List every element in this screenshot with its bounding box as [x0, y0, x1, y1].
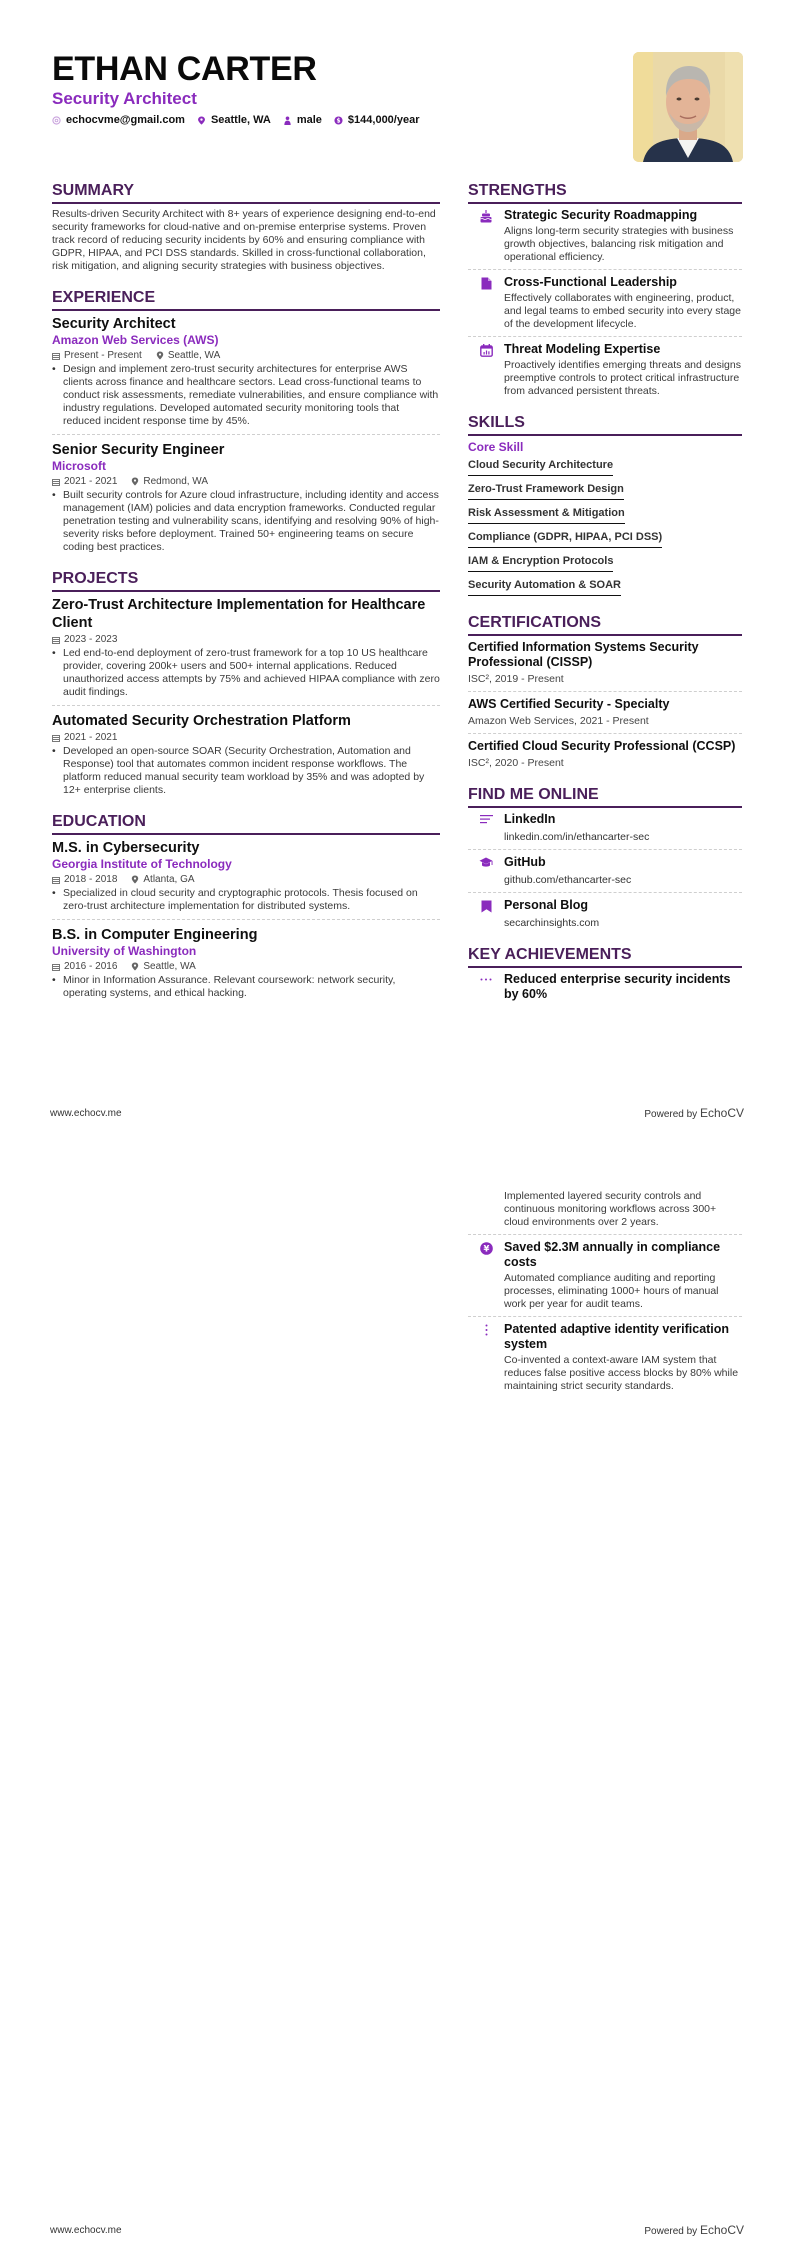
lines-icon: [480, 814, 493, 824]
education-meta: [52, 873, 440, 886]
svg-text:$: $: [336, 118, 341, 125]
skill-tag: Compliance (GDPR, HIPAA, PCI DSS): [468, 527, 662, 548]
certification-title: Certified Information Systems Security Professional (CISSP): [468, 640, 699, 669]
skill-tag: IAM & Encryption Protocols: [468, 551, 613, 572]
contact-email[interactable]: [52, 114, 185, 126]
online-link-url[interactable]: secarchinsights.com: [504, 917, 600, 929]
calendar-icon: [52, 963, 60, 971]
certification-item: [468, 739, 742, 775]
person-icon: [283, 116, 292, 125]
portrait-illustration: [633, 52, 743, 162]
job-meta: [52, 475, 440, 488]
certification-item: [468, 697, 742, 734]
summary-text: Results-driven Security Architect with 8+ years of experience designing end-to-end security frameworks for cloud-native and on-premise enterprise systems. Proven track record of reducing security incidents by 60% and ensuring compliance with GDPR, HIPAA, and PCI DSS standards. Skilled in cross-functional collaboration, risk mitigation, and aligning security strategies with business objectives.: [52, 208, 436, 272]
job-location: Seattle, WA: [167, 350, 221, 361]
projects-section: [52, 569, 440, 803]
project-dates: 2021 - 2021: [64, 732, 118, 743]
achievement-item-continued: [468, 1188, 742, 1235]
dollar-circle-icon: [334, 116, 343, 125]
calendar-icon: [52, 352, 60, 360]
education-location: Seattle, WA: [143, 961, 196, 972]
experience-section: [52, 288, 440, 560]
job-meta: [52, 349, 440, 362]
education-entry: [52, 839, 440, 920]
achievement-item: [468, 972, 742, 1007]
calendar-icon: [52, 478, 60, 486]
skills-subheading: Core Skill: [468, 440, 524, 454]
online-link-item[interactable]: [468, 812, 742, 850]
footer-powered-by: Powered by EchoCV: [644, 1106, 744, 1120]
location-pin-icon: [197, 116, 206, 125]
education-heading: EDUCATION: [52, 812, 440, 835]
strengths-heading: STRENGTHS: [468, 181, 742, 204]
achievement-desc: Implemented layered security controls and continuous monitoring workflows across 300+ cloud environments over 2 years.: [504, 1190, 717, 1228]
ellipsis-icon: [480, 978, 492, 981]
certification-issuer: ISC², 2020 - Present: [468, 757, 564, 769]
right-column-continued: [468, 1188, 742, 1403]
strength-item: [468, 208, 742, 270]
project-description: • Led end-to-end deployment of zero-trust framework for a top 10 US healthcare provider, covering 200k+ users and 500+ internal applications. Reduced unauthorized access attempts by 75% and achieved HIPAA compliance with zero audit findings.: [52, 647, 440, 699]
achievements-heading: KEY ACHIEVEMENTS: [468, 945, 742, 968]
education-description: • Minor in Information Assurance. Relevant coursework: network security, operating systems, and ethical hacking.: [52, 974, 440, 1000]
job-dates: 2021 - 2021: [64, 476, 118, 487]
experience-heading: EXPERIENCE: [52, 288, 440, 311]
degree-title: B.S. in Computer Engineering: [52, 927, 258, 943]
certification-issuer: ISC², 2019 - Present: [468, 673, 564, 685]
project-meta: [52, 633, 440, 646]
project-entry: [52, 712, 440, 803]
certification-title: AWS Certified Security - Specialty: [468, 697, 670, 711]
online-link-item[interactable]: [468, 855, 742, 893]
vertical-ellipsis-icon: [485, 1324, 488, 1336]
education-section: [52, 812, 440, 1006]
company-name: Microsoft: [52, 459, 106, 473]
strength-desc: Aligns long-term security strategies with business growth objectives, balancing risk mitigation and operational efficiency.: [504, 225, 734, 263]
strength-item: [468, 275, 742, 337]
online-section: [468, 785, 742, 935]
cake-icon: [480, 210, 492, 223]
experience-entry: [52, 315, 440, 435]
strength-desc: Effectively collaborates with engineering, product, and legal teams to embed security into every stage of the development lifecycle.: [504, 292, 741, 330]
certification-title: Certified Cloud Security Professional (CCSP): [468, 739, 736, 753]
school-name: Georgia Institute of Technology: [52, 857, 232, 871]
contact-email-text: echocvme@gmail.com: [66, 114, 185, 126]
project-description: • Developed an open-source SOAR (Security Orchestration, Automation and Response) tool that automates common incident response workflows. The platform reduced manual security team workload by 35% and was adopted by 12+ enterprise clients.: [52, 745, 440, 797]
certification-issuer: Amazon Web Services, 2021 - Present: [468, 715, 649, 727]
yen-circle-icon: [480, 1242, 493, 1255]
location-pin-icon: [131, 962, 139, 971]
job-title: Senior Security Engineer: [52, 442, 225, 458]
page-footer: [50, 2223, 744, 2237]
skill-tag: Security Automation & SOAR: [468, 575, 621, 596]
location-pin-icon: [156, 351, 164, 360]
profile-photo: [633, 52, 743, 162]
strength-title: Strategic Security Roadmapping: [504, 208, 698, 222]
education-entry: [52, 926, 440, 1006]
strength-title: Threat Modeling Expertise: [504, 342, 661, 356]
footer-brand[interactable]: EchoCV: [699, 2223, 744, 2237]
online-heading: FIND ME ONLINE: [468, 785, 742, 808]
job-description: • Built security controls for Azure cloud infrastructure, including identity and access management (IAM) policies and data encryption frameworks. Conducted regular penetration testing and vulnerability scans, identifying and resolving 90% of high-severity risks before deployment. Trained 50+ engineering teams on secure coding best practices.: [52, 489, 440, 554]
education-meta: [52, 960, 440, 973]
document-icon: [481, 277, 492, 290]
contact-salary: [334, 114, 420, 126]
contact-gender: [283, 114, 322, 126]
contact-gender-text: male: [296, 114, 322, 126]
skill-tag: Risk Assessment & Mitigation: [468, 503, 625, 524]
strength-title: Cross-Functional Leadership: [504, 275, 677, 289]
footer-website[interactable]: www.echocv.me: [50, 2224, 122, 2236]
skills-list: [468, 455, 742, 599]
footer-website[interactable]: www.echocv.me: [50, 1107, 122, 1119]
right-column: [468, 181, 742, 1012]
job-dates: Present - Present: [64, 350, 142, 361]
achievements-section: [468, 945, 742, 1007]
contact-salary-text: $144,000/year: [347, 114, 420, 126]
job-description: • Design and implement zero-trust security architectures for enterprise AWS clients across finance and healthcare sectors. Lead cross-functional teams to conduct risk assessments, remediate vulnerabilities, and ensure compliance with industry regulations. Developed automated security monitoring tools that reduced incident response time by 45%.: [52, 363, 440, 428]
experience-entry: [52, 441, 440, 560]
at-icon: [52, 116, 61, 125]
project-title: Zero-Trust Architecture Implementation for Healthcare Client: [52, 597, 426, 631]
contact-row: [52, 114, 612, 126]
achievement-title: Patented adaptive identity verification system: [504, 1322, 730, 1351]
online-link-title: LinkedIn: [504, 812, 556, 826]
skills-section: [468, 413, 742, 599]
certification-item: [468, 640, 742, 692]
contact-location: [197, 114, 271, 126]
summary-section: [52, 181, 440, 273]
footer-brand[interactable]: EchoCV: [699, 1106, 744, 1120]
calendar-icon: [52, 876, 60, 884]
svg-text:¥: ¥: [483, 1244, 489, 1255]
summary-heading: SUMMARY: [52, 181, 440, 204]
online-link-title: GitHub: [504, 855, 546, 869]
skill-tag: Zero-Trust Framework Design: [468, 479, 624, 500]
footer-powered-by: Powered by EchoCV: [644, 2223, 744, 2237]
skill-tag: Cloud Security Architecture: [468, 455, 613, 476]
resume-page-2: [0, 1123, 794, 2246]
education-location: Atlanta, GA: [143, 874, 195, 885]
graduation-cap-icon: [479, 857, 493, 868]
online-link-url[interactable]: linkedin.com/in/ethancarter-sec: [504, 831, 650, 843]
projects-heading: PROJECTS: [52, 569, 440, 592]
education-description: • Specialized in cloud security and cryptographic protocols. Thesis focused on zero-trust architecture implementation for distributed systems.: [52, 887, 440, 913]
skills-heading: SKILLS: [468, 413, 742, 436]
project-entry: [52, 596, 440, 706]
left-column: [52, 181, 440, 1012]
strength-item: [468, 342, 742, 403]
achievement-desc: Automated compliance auditing and reporting processes, eliminating 1000+ hours of manual work per year for audit teams.: [504, 1272, 719, 1310]
calendar-icon: [52, 734, 60, 742]
project-title: Automated Security Orchestration Platform: [52, 713, 351, 729]
job-title: Security Architect: [52, 316, 176, 332]
bookmark-icon: [481, 900, 492, 913]
job-location: Redmond, WA: [143, 476, 209, 487]
strength-desc: Proactively identifies emerging threats and designs preemptive controls to protect critical infrastructure from advanced persistent threats.: [504, 359, 741, 397]
resume-header: [52, 50, 612, 126]
online-link-title: Personal Blog: [504, 898, 589, 912]
education-dates: 2016 - 2016: [64, 961, 118, 972]
certifications-heading: CERTIFICATIONS: [468, 613, 742, 636]
education-dates: 2018 - 2018: [64, 874, 118, 885]
candidate-role: Security Architect: [52, 89, 197, 108]
location-pin-icon: [131, 875, 139, 884]
candidate-name: ETHAN CARTER: [52, 50, 317, 88]
achievement-item: [468, 1240, 742, 1317]
achievement-desc: Co-invented a context-aware IAM system that reduces false positive access blocks by 80% while maintaining strict security standards.: [504, 1354, 739, 1392]
location-pin-icon: [131, 477, 139, 486]
calendar-chart-icon: [480, 344, 493, 357]
achievement-item: [468, 1322, 742, 1398]
school-name: University of Washington: [52, 944, 197, 958]
online-link-item[interactable]: [468, 898, 742, 935]
degree-title: M.S. in Cybersecurity: [52, 840, 200, 856]
online-link-url[interactable]: github.com/ethancarter-sec: [504, 874, 632, 886]
project-dates: 2023 - 2023: [64, 634, 118, 645]
contact-location-text: Seattle, WA: [210, 114, 271, 126]
company-name: Amazon Web Services (AWS): [52, 333, 219, 347]
project-meta: [52, 731, 440, 744]
page-footer: [50, 1106, 744, 1120]
strengths-section: [468, 181, 742, 403]
achievement-title: Reduced enterprise security incidents by 60%: [504, 972, 731, 1001]
achievement-title: Saved $2.3M annually in compliance costs: [504, 1240, 721, 1269]
calendar-icon: [52, 636, 60, 644]
certifications-section: [468, 613, 742, 775]
